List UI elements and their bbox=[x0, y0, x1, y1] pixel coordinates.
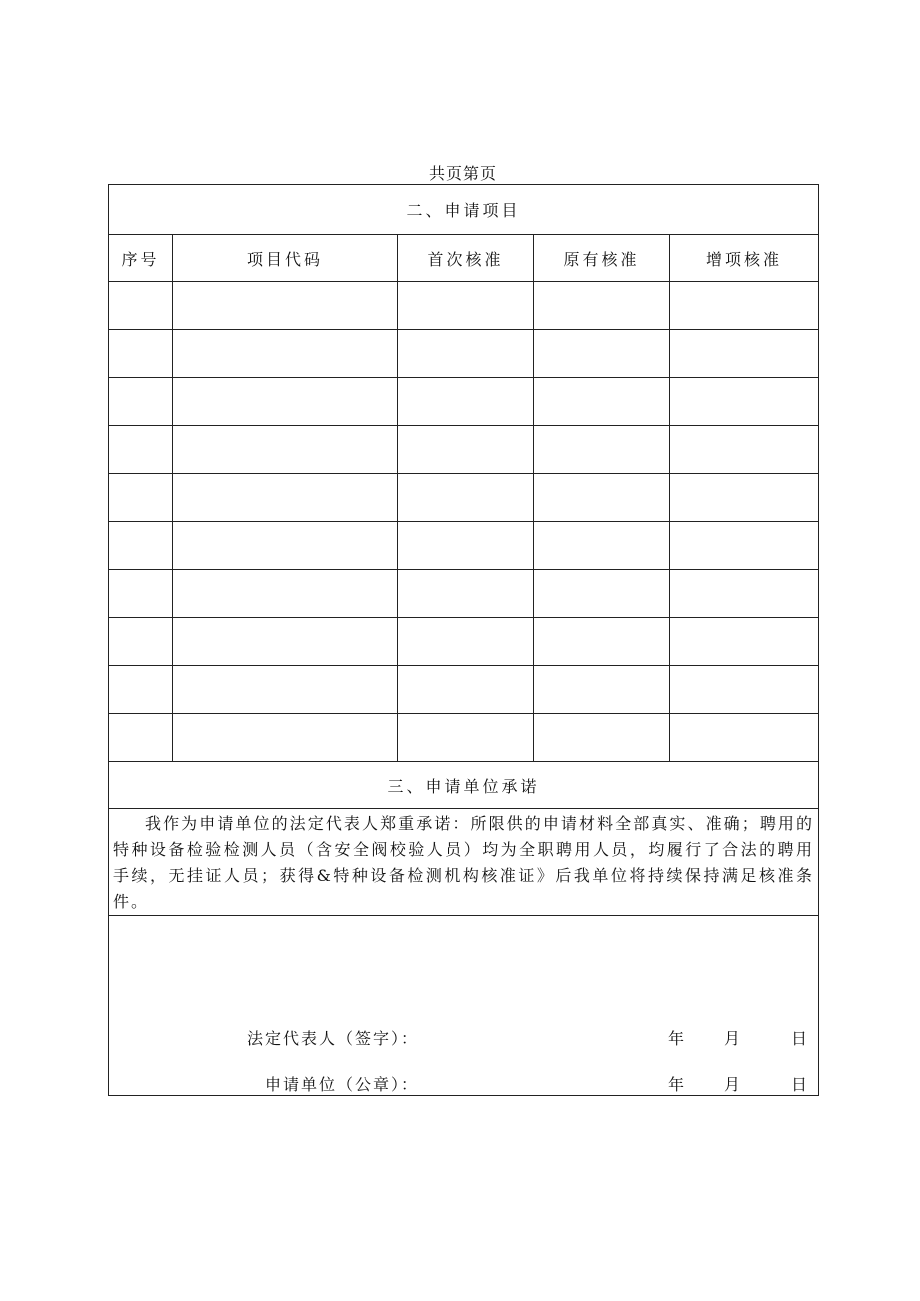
table-cell[interactable] bbox=[398, 474, 534, 522]
table-cell[interactable] bbox=[534, 570, 670, 618]
month-label: 月 bbox=[724, 1075, 743, 1094]
table-cell[interactable] bbox=[534, 282, 670, 330]
table-cell[interactable] bbox=[670, 474, 819, 522]
table-cell[interactable] bbox=[173, 282, 398, 330]
table-cell[interactable] bbox=[173, 378, 398, 426]
year-label: 年 bbox=[668, 1075, 687, 1094]
table-cell[interactable] bbox=[534, 426, 670, 474]
table-cell[interactable] bbox=[670, 618, 819, 666]
day-label: 日 bbox=[791, 1075, 810, 1094]
table-cell[interactable] bbox=[109, 522, 173, 570]
table-cell[interactable] bbox=[534, 474, 670, 522]
table-cell[interactable] bbox=[670, 714, 819, 762]
table-cell[interactable] bbox=[534, 666, 670, 714]
year-label: 年 bbox=[668, 1029, 687, 1048]
table-cell[interactable] bbox=[109, 378, 173, 426]
table-cell[interactable] bbox=[173, 474, 398, 522]
signature-area bbox=[109, 916, 819, 1096]
col-header-existing-approval: 原有核准 bbox=[534, 235, 670, 282]
unit-seal-label: 申请单位（公章）： bbox=[264, 1075, 419, 1094]
col-header-item-code: 项目代码 bbox=[173, 235, 398, 282]
table-cell[interactable] bbox=[670, 378, 819, 426]
col-header-added-approval: 增项核准 bbox=[670, 235, 819, 282]
table-cell[interactable] bbox=[670, 522, 819, 570]
page-counter: 共页第页 bbox=[428, 164, 497, 183]
table-cell[interactable] bbox=[173, 330, 398, 378]
day-label: 日 bbox=[791, 1029, 810, 1048]
month-label: 月 bbox=[724, 1029, 743, 1048]
table-cell[interactable] bbox=[534, 522, 670, 570]
application-form-table bbox=[108, 184, 819, 1096]
table-cell[interactable] bbox=[398, 714, 534, 762]
table-cell[interactable] bbox=[398, 522, 534, 570]
column-header-row bbox=[109, 235, 819, 282]
table-cell[interactable] bbox=[398, 666, 534, 714]
table-cell[interactable] bbox=[109, 618, 173, 666]
table-row bbox=[109, 330, 819, 378]
table-row bbox=[109, 426, 819, 474]
table-cell[interactable] bbox=[173, 666, 398, 714]
table-cell[interactable] bbox=[398, 282, 534, 330]
table-row bbox=[109, 522, 819, 570]
section-title-application-items: 二、申请项目 bbox=[109, 185, 819, 235]
table-cell[interactable] bbox=[109, 666, 173, 714]
table-cell[interactable] bbox=[534, 330, 670, 378]
table-row bbox=[109, 570, 819, 618]
table-cell[interactable] bbox=[534, 714, 670, 762]
table-cell[interactable] bbox=[398, 618, 534, 666]
table-cell[interactable] bbox=[109, 570, 173, 618]
table-cell[interactable] bbox=[109, 714, 173, 762]
legal-rep-signature-label: 法定代表人（签字）： bbox=[246, 1029, 419, 1048]
table-cell[interactable] bbox=[398, 378, 534, 426]
table-cell[interactable] bbox=[534, 378, 670, 426]
table-row bbox=[109, 282, 819, 330]
table-cell[interactable] bbox=[173, 714, 398, 762]
table-cell[interactable] bbox=[173, 426, 398, 474]
table-cell[interactable] bbox=[398, 426, 534, 474]
table-cell[interactable] bbox=[109, 474, 173, 522]
table-cell[interactable] bbox=[670, 426, 819, 474]
table-cell[interactable] bbox=[670, 666, 819, 714]
table-row bbox=[109, 378, 819, 426]
legal-rep-signature-row bbox=[109, 1026, 818, 1050]
table-cell[interactable] bbox=[398, 330, 534, 378]
table-row bbox=[109, 474, 819, 522]
table-cell[interactable] bbox=[173, 570, 398, 618]
table-cell[interactable] bbox=[173, 522, 398, 570]
table-cell[interactable] bbox=[109, 426, 173, 474]
table-row bbox=[109, 666, 819, 714]
table-cell[interactable] bbox=[670, 282, 819, 330]
table-cell[interactable] bbox=[398, 570, 534, 618]
table-cell[interactable] bbox=[670, 570, 819, 618]
table-cell[interactable] bbox=[109, 330, 173, 378]
col-header-first-approval: 首次核准 bbox=[398, 235, 534, 282]
table-cell[interactable] bbox=[534, 618, 670, 666]
table-cell[interactable] bbox=[670, 330, 819, 378]
commitment-statement: 我作为申请单位的法定代表人郑重承诺：所限供的申请材料全部真实、准确；聘用的特种设备检验检测人员（含安全阀校验人员）均为全职聘用人员，均履行了合法的聘用手续，无挂证人员；获得&特种设备检测机构核准证》后我单位将持续保持满足核准条件。 bbox=[109, 809, 819, 916]
table-cell[interactable] bbox=[109, 282, 173, 330]
unit-seal-row bbox=[109, 1072, 818, 1096]
table-row bbox=[109, 618, 819, 666]
col-header-serial: 序号 bbox=[109, 235, 173, 282]
table-row bbox=[109, 714, 819, 762]
section-title-applicant-commitment: 三、申请单位承诺 bbox=[109, 762, 819, 809]
table-cell[interactable] bbox=[173, 618, 398, 666]
